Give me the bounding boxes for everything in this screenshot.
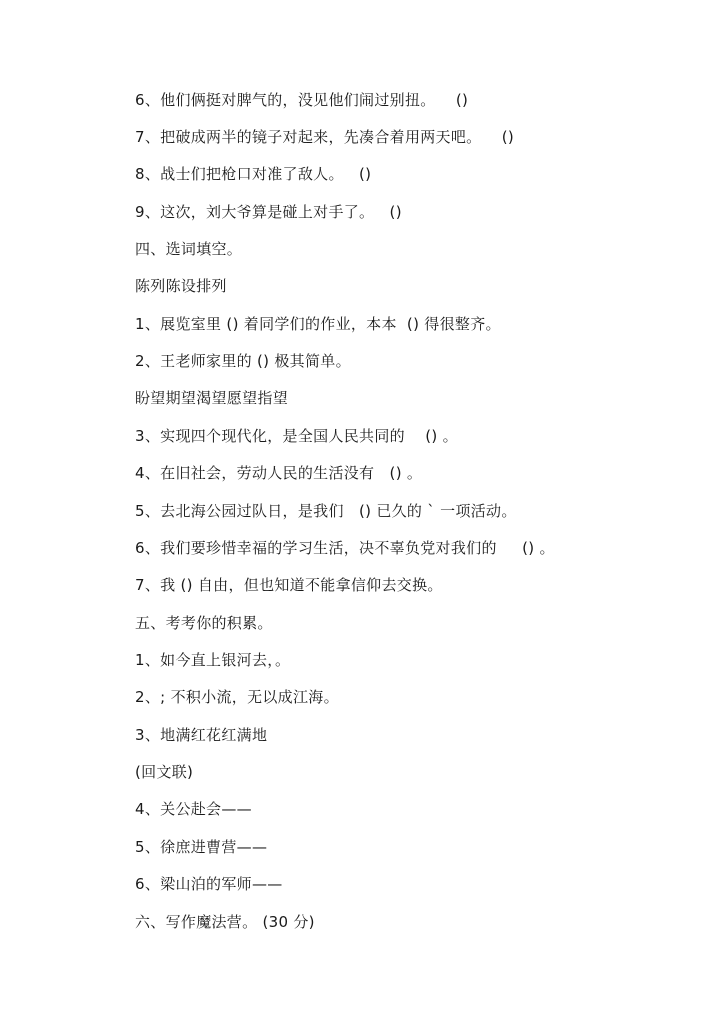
fill-question-4: 4、在旧社会，劳动人民的生活没有 () 。 [135,464,423,482]
palindrome-note: (回文联) [135,763,194,781]
question-9-duishou: 9、这次，刘大爷算是碰上对手了。 () [135,203,402,221]
accumulation-1: 1、如今直上银河去，。 [135,651,291,669]
accumulation-6: 6、梁山泊的军师—— [135,875,283,893]
word-bank-2: 盼望期望渴望愿望指望 [135,389,289,407]
fill-question-3: 3、实现四个现代化，是全国人民共同的 () 。 [135,427,458,445]
section-6-heading: 六、写作魔法营。 (30 分) [135,913,315,931]
section-5-heading: 五、考考你的积累。 [135,614,273,632]
fill-question-7: 7、我 () 自由，但也知道不能拿信仰去交换。 [135,576,443,594]
accumulation-4: 4、关公赴会—— [135,800,252,818]
accumulation-2: 2、; 不积小流，无以成江海。 [135,688,339,706]
fill-question-6: 6、我们要珍惜幸福的学习生活，决不辜负党对我们的 () 。 [135,539,555,557]
fill-question-2: 2、王老师家里的 () 极其简单。 [135,352,351,370]
fill-question-5: 5、去北海公园过队日，是我们 () 已久的 ` 一项活动。 [135,502,517,520]
section-4-heading: 四、选词填空。 [135,240,243,258]
question-6-duihua: 6、他们俩挺对脾气的，没见他们闹过别扭。 () [135,91,469,109]
accumulation-5: 5、徐庶进曹营—— [135,838,268,856]
question-8-qiangkou: 8、战士们把枪口对准了敌人。 () [135,165,372,183]
accumulation-3: 3、地满红花红满地 [135,726,268,744]
fill-question-1: 1、展览室里 () 着同学们的作业，本本 () 得很整齐。 [135,315,501,333]
word-bank-1: 陈列陈设排列 [135,277,227,295]
question-7-jingzi: 7、把破成两半的镜子对起来，先凑合着用两天吧。 () [135,128,515,146]
